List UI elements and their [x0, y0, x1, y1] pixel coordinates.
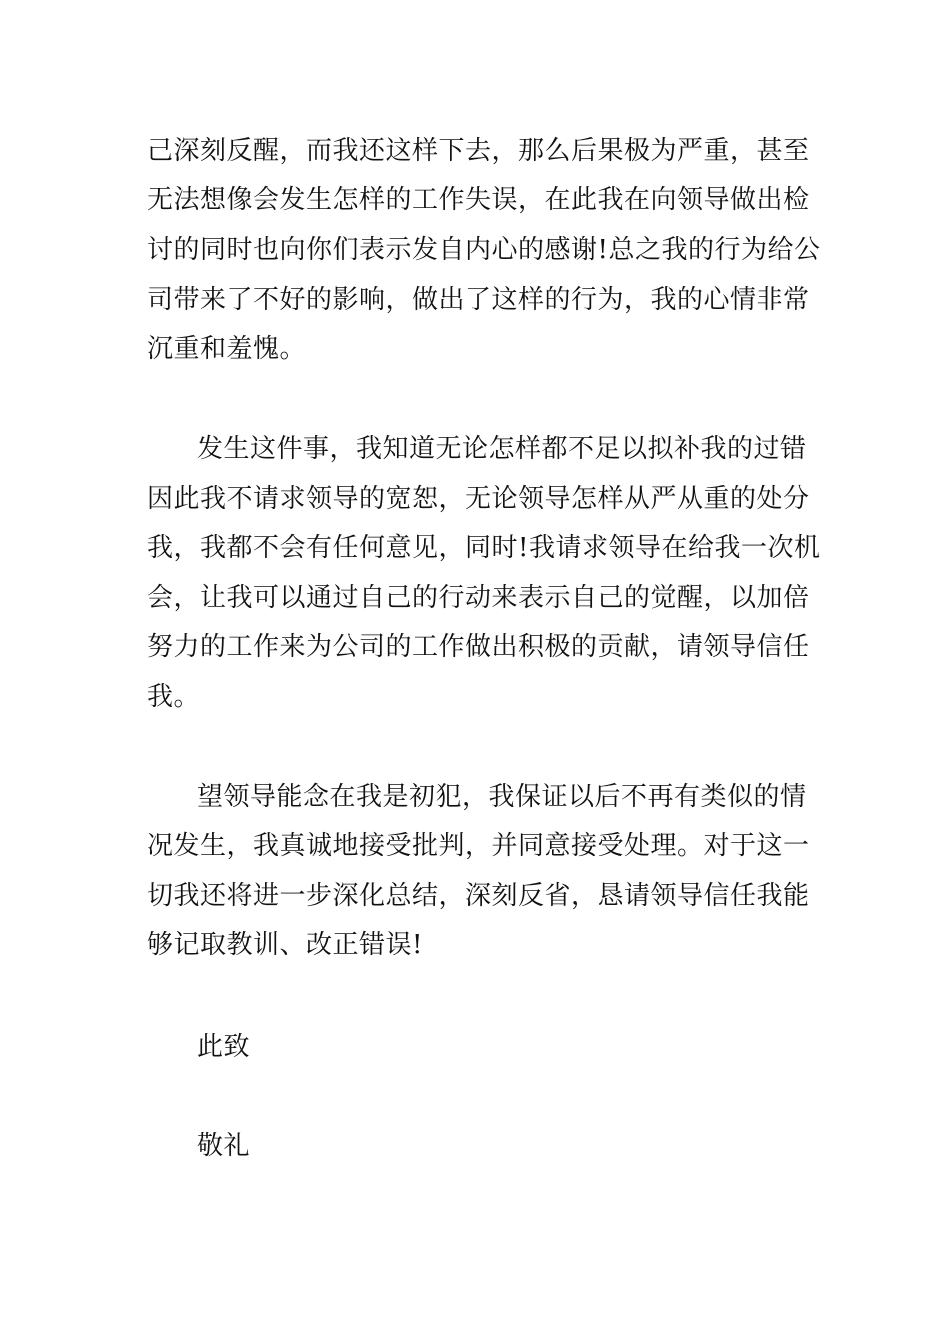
- paragraph-3-line-3: 切我还将进一步深化总结，深刻反省，恳请领导信任我能: [147, 881, 810, 911]
- paragraph-1-line-1: 己深刻反醒，而我还这样下去，那么后果极为严重，甚至: [147, 136, 810, 166]
- paragraph-2-line-1: 发生这件事，我知道无论怎样都不足以拟补我的过错: [197, 434, 807, 464]
- paragraph-2-line-3: 我，我都不会有任何意见，同时!我请求领导在给我一次机: [147, 533, 821, 563]
- paragraph-2-line-5: 努力的工作来为公司的工作做出积极的贡献，请领导信任: [147, 632, 810, 662]
- paragraph-3-line-1: 望领导能念在我是初犯，我保证以后不再有类似的情: [197, 782, 807, 812]
- paragraph-1-line-5: 沉重和羞愧。: [147, 334, 307, 364]
- paragraph-1-line-3: 讨的同时也向你们表示发自内心的感谢!总之我的行为给公: [147, 235, 821, 265]
- paragraph-1-line-4: 司带来了不好的影响，做出了这样的行为，我的心情非常: [147, 285, 810, 315]
- paragraph-2-line-4: 会，让我可以通过自己的行动来表示自己的觉醒，以加倍: [147, 583, 810, 613]
- paragraph-2-line-2: 因此我不请求领导的宽恕，无论领导怎样从严从重的处分: [147, 484, 810, 514]
- paragraph-1-line-2: 无法想像会发生怎样的工作失误，在此我在向领导做出检: [147, 185, 810, 215]
- paragraph-3-line-4: 够记取教训、改正错误!: [147, 930, 423, 960]
- closing-salutation: 此致: [197, 1032, 251, 1062]
- closing-regards: 敬礼: [197, 1131, 251, 1161]
- paragraph-2-line-6: 我。: [147, 682, 201, 712]
- paragraph-3-line-2: 况发生，我真诚地接受批判，并同意接受处理。对于这一: [147, 831, 810, 861]
